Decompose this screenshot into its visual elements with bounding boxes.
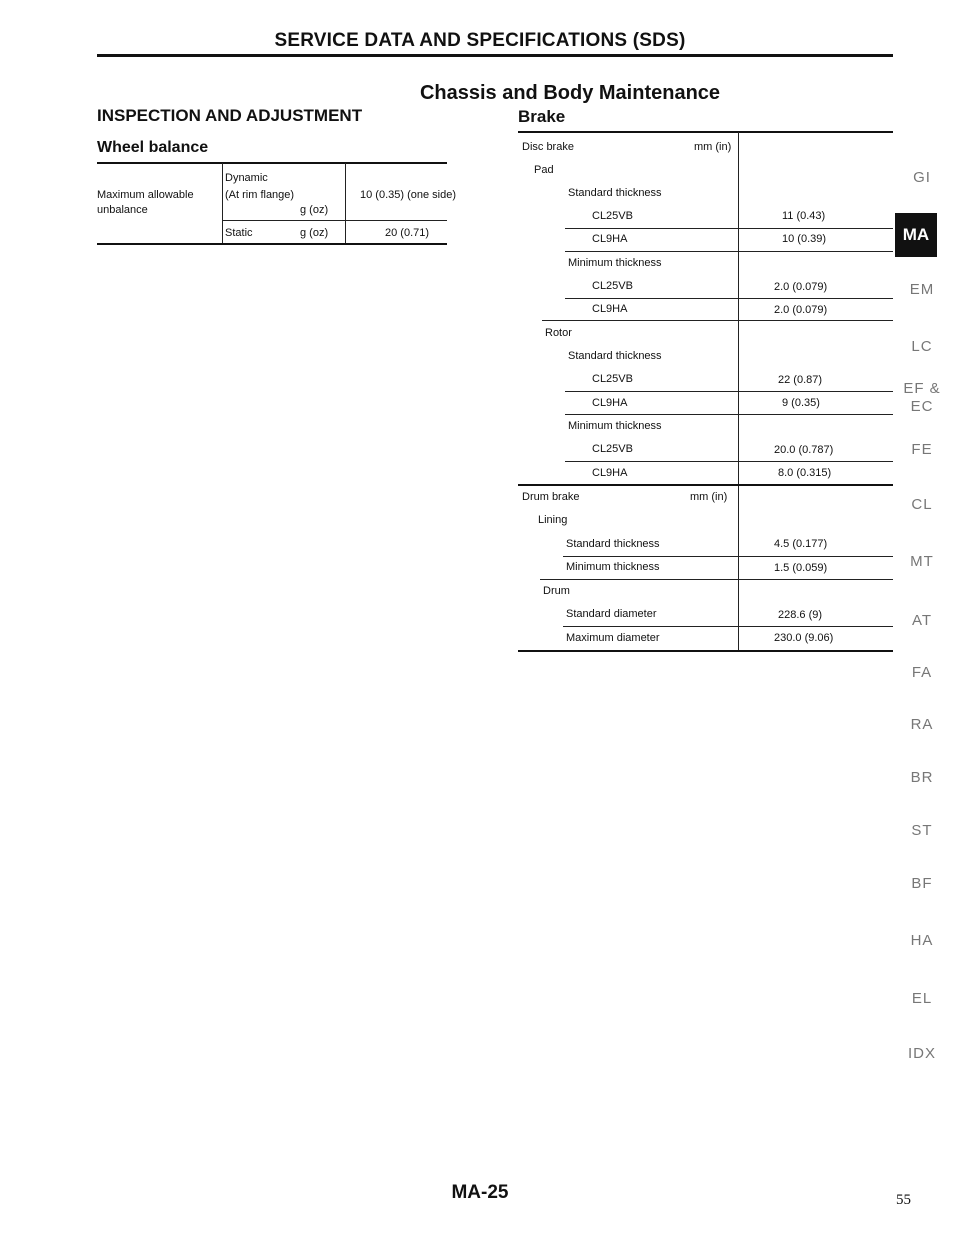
index-ef: EF & [903, 380, 941, 397]
table-row-rule [565, 298, 893, 299]
pad-std-cl25vb-value: 11 (0.43) [782, 210, 826, 222]
table-row-rule [565, 228, 893, 229]
page-code: MA-25 [451, 1182, 509, 1203]
inspection-heading: INSPECTION AND ADJUSTMENT [97, 106, 363, 125]
section-subtitle: Chassis and Body Maintenance [419, 82, 721, 104]
index-gi: GI [913, 169, 931, 186]
table-bottom-rule [518, 650, 893, 652]
dynamic-value: 10 (0.35) (one side) [360, 189, 456, 201]
index-br: BR [910, 769, 934, 786]
pad-label: Pad [534, 164, 554, 176]
pad-std-cl25vb-label: CL25VB [592, 210, 633, 222]
pad-standard-thickness-label: Standard thickness [568, 187, 662, 199]
table-top-rule [97, 162, 447, 164]
rotor-min-cl25vb-value: 20.0 (0.787) [774, 444, 834, 456]
drum-maximum-diameter-label: Maximum diameter [566, 632, 660, 644]
lining-min-value: 1.5 (0.059) [774, 562, 828, 574]
max-unbalance-label: Maximum allowable [97, 189, 194, 201]
rotor-std-cl9ha-label: CL9HA [592, 397, 628, 409]
table-row-rule [565, 391, 893, 392]
index-bf: BF [911, 875, 933, 892]
index-fe: FE [911, 441, 933, 458]
lining-minimum-thickness-label: Minimum thickness [566, 561, 660, 573]
pad-min-cl9ha-label: CL9HA [592, 303, 628, 315]
page-number: 55 [896, 1192, 911, 1208]
pad-min-cl9ha-value: 2.0 (0.079) [774, 304, 828, 316]
table-row-rule [540, 579, 893, 580]
table-row-rule [565, 251, 893, 252]
lining-label: Lining [538, 514, 568, 526]
index-cl: CL [911, 496, 933, 513]
static-label: Static [225, 227, 253, 239]
index-at: AT [911, 612, 933, 629]
index-ec: EC [910, 398, 934, 415]
disc-brake-unit: mm (in) [694, 141, 732, 153]
table-col-divider [345, 163, 346, 244]
index-st: ST [911, 822, 933, 839]
rotor-min-cl25vb-label: CL25VB [592, 443, 633, 455]
rotor-standard-thickness-label: Standard thickness [568, 350, 662, 362]
table-row-rule [542, 320, 893, 321]
pad-min-cl25vb-value: 2.0 (0.079) [774, 281, 828, 293]
lining-standard-thickness-label: Standard thickness [566, 538, 660, 550]
pad-min-cl25vb-label: CL25VB [592, 280, 633, 292]
index-ha: HA [910, 932, 934, 949]
drum-max-value: 230.0 (9.06) [774, 632, 834, 644]
static-value: 20 (0.71) [385, 227, 430, 239]
rotor-std-cl9ha-value: 9 (0.35) [782, 397, 820, 409]
rotor-min-cl9ha-value: 8.0 (0.315) [778, 467, 832, 479]
table-section-rule [518, 484, 893, 486]
index-idx: IDX [907, 1045, 936, 1062]
drum-std-value: 228.6 (9) [778, 609, 823, 621]
brake-heading: Brake [518, 107, 566, 126]
dynamic-label: Dynamic [225, 172, 268, 184]
rim-flange-label: (At rim flange) [225, 189, 295, 201]
lining-std-value: 4.5 (0.177) [774, 538, 828, 550]
rotor-label: Rotor [545, 327, 572, 339]
page-header-title: SERVICE DATA AND SPECIFICATIONS (SDS) [274, 30, 686, 51]
index-ma-active-tab: MA [895, 213, 937, 257]
rotor-std-cl25vb-label: CL25VB [592, 373, 633, 385]
unbalance-label: unbalance [97, 204, 148, 216]
table-bottom-rule [97, 243, 447, 245]
index-lc: LC [911, 338, 933, 355]
table-top-rule [518, 131, 893, 133]
table-col-divider [222, 163, 223, 244]
index-mt: MT [910, 553, 934, 570]
table-row-rule [563, 626, 893, 627]
drum-brake-unit: mm (in) [690, 491, 728, 503]
table-row-rule [563, 556, 893, 557]
pad-minimum-thickness-label: Minimum thickness [568, 257, 662, 269]
pad-std-cl9ha-label: CL9HA [592, 233, 628, 245]
drum-label: Drum [543, 585, 570, 597]
header-rule [97, 54, 893, 57]
drum-standard-diameter-label: Standard diameter [566, 608, 657, 620]
table-row-rule [565, 461, 893, 462]
index-fa: FA [911, 664, 933, 681]
disc-brake-label: Disc brake [522, 141, 574, 153]
table-row-rule [565, 414, 893, 415]
static-unit: g (oz) [300, 227, 329, 239]
drum-brake-label: Drum brake [522, 491, 580, 503]
table-row-rule [222, 220, 447, 221]
dynamic-unit: g (oz) [300, 204, 329, 216]
wheel-balance-heading: Wheel balance [97, 139, 209, 156]
rotor-std-cl25vb-value: 22 (0.87) [778, 374, 823, 386]
index-em: EM [909, 281, 935, 298]
pad-std-cl9ha-value: 10 (0.39) [782, 233, 827, 245]
rotor-minimum-thickness-label: Minimum thickness [568, 420, 662, 432]
index-ra: RA [910, 716, 934, 733]
index-el: EL [911, 990, 933, 1007]
rotor-min-cl9ha-label: CL9HA [592, 467, 628, 479]
